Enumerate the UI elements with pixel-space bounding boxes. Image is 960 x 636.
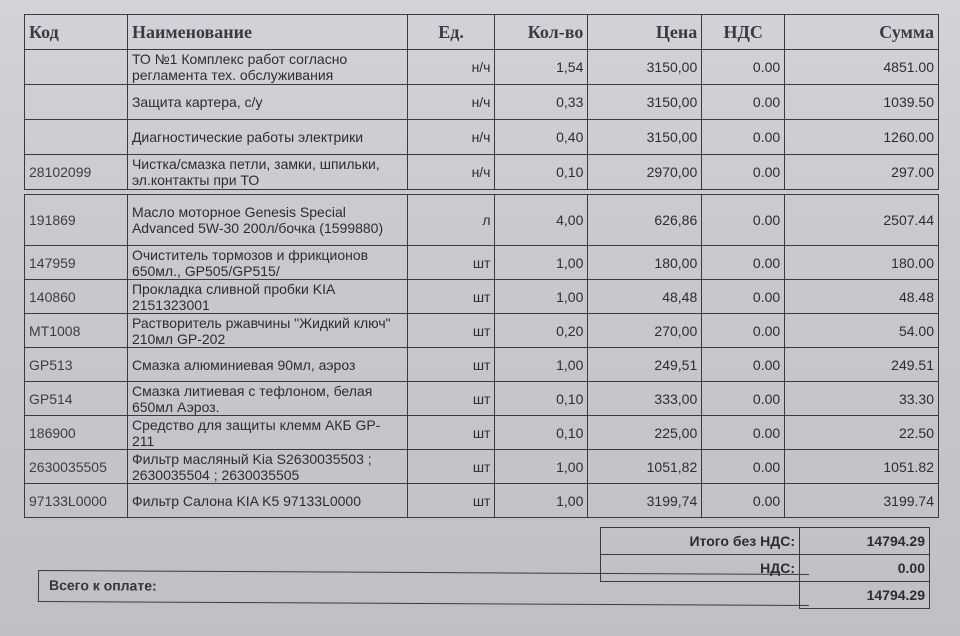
header-unit: Ед. bbox=[407, 15, 495, 50]
price-cell: 270,00 bbox=[588, 314, 702, 348]
vat-total-value: 0.00 bbox=[800, 555, 930, 582]
sum-cell: 1039.50 bbox=[785, 85, 939, 120]
qty-cell: 0,10 bbox=[495, 155, 588, 190]
code-cell bbox=[25, 85, 128, 120]
table-header-row bbox=[25, 15, 939, 50]
vat-cell: 0.00 bbox=[702, 246, 785, 280]
unit-cell: шт bbox=[407, 382, 495, 416]
qty-cell: 0,10 bbox=[495, 416, 588, 450]
qty-cell: 0,20 bbox=[495, 314, 588, 348]
grand-total-value: 14794.29 bbox=[800, 582, 930, 609]
code-cell: GP514 bbox=[25, 382, 128, 416]
vat-cell: 0.00 bbox=[702, 382, 785, 416]
code-cell: 28102099 bbox=[25, 155, 128, 190]
sum-cell: 249.51 bbox=[785, 348, 939, 382]
table-row bbox=[25, 85, 939, 120]
unit-cell: н/ч bbox=[407, 155, 495, 190]
table-row bbox=[25, 484, 939, 518]
qty-cell: 0,10 bbox=[495, 382, 588, 416]
header-sum: Сумма bbox=[785, 15, 939, 50]
name-cell: Фильтр масляный Kia S2630035503 ; 2630035504 ; 2630035505 bbox=[127, 450, 407, 484]
code-cell: 2630035505 bbox=[25, 450, 128, 484]
vat-cell: 0.00 bbox=[702, 314, 785, 348]
sum-cell: 1051.82 bbox=[785, 450, 939, 484]
price-cell: 3150,00 bbox=[588, 120, 702, 155]
name-cell: ТО №1 Комплекс работ согласно регламента тех. обслуживания bbox=[127, 50, 407, 85]
table-row bbox=[25, 450, 939, 484]
sum-cell: 22.50 bbox=[785, 416, 939, 450]
vat-cell: 0.00 bbox=[702, 280, 785, 314]
vat-cell: 0.00 bbox=[702, 85, 785, 120]
name-cell: Очиститель тормозов и фрикционов 650мл., GP505/GP515/ bbox=[127, 246, 407, 280]
code-cell bbox=[25, 50, 128, 85]
qty-cell: 1,54 bbox=[495, 50, 588, 85]
sum-cell: 2507.44 bbox=[785, 195, 939, 246]
vat-total-label: НДС: bbox=[601, 555, 800, 582]
code-cell: MT1008 bbox=[25, 314, 128, 348]
name-cell: Фильтр Салона KIA K5 97133L0000 bbox=[127, 484, 407, 518]
name-cell: Средство для защиты клемм АКБ GP-211 bbox=[127, 416, 407, 450]
unit-cell: шт bbox=[407, 450, 495, 484]
table-row bbox=[25, 416, 939, 450]
qty-cell: 4,00 bbox=[495, 195, 588, 246]
price-cell: 333,00 bbox=[588, 382, 702, 416]
vat-cell: 0.00 bbox=[702, 155, 785, 190]
vat-cell: 0.00 bbox=[702, 416, 785, 450]
header-name: Наименование bbox=[127, 15, 407, 50]
header-qty: Кол-во bbox=[495, 15, 588, 50]
qty-cell: 0,33 bbox=[495, 85, 588, 120]
table-row bbox=[25, 120, 939, 155]
name-cell: Защита картера, с/у bbox=[127, 85, 407, 120]
code-cell: 147959 bbox=[25, 246, 128, 280]
name-cell: Прокладка сливной пробки KIA 2151323001 bbox=[127, 280, 407, 314]
subtotal-label: Итого без НДС: bbox=[601, 528, 800, 555]
subtotal-row bbox=[601, 528, 930, 555]
price-cell: 249,51 bbox=[588, 348, 702, 382]
grand-total-box bbox=[38, 570, 809, 606]
vat-cell: 0.00 bbox=[702, 50, 785, 85]
parts-section bbox=[25, 195, 939, 518]
price-cell: 225,00 bbox=[588, 416, 702, 450]
unit-cell: шт bbox=[407, 280, 495, 314]
sum-cell: 3199.74 bbox=[785, 484, 939, 518]
unit-cell: шт bbox=[407, 416, 495, 450]
price-cell: 3150,00 bbox=[588, 50, 702, 85]
code-cell: 97133L0000 bbox=[25, 484, 128, 518]
code-cell: 186900 bbox=[25, 416, 128, 450]
qty-cell: 1,00 bbox=[495, 348, 588, 382]
invoice-table bbox=[24, 14, 939, 518]
qty-cell: 1,00 bbox=[495, 246, 588, 280]
name-cell: Смазка литиевая с тефлоном, белая 650мл Аэроз. bbox=[127, 382, 407, 416]
qty-cell: 1,00 bbox=[495, 280, 588, 314]
sum-cell: 4851.00 bbox=[785, 50, 939, 85]
code-cell: GP513 bbox=[25, 348, 128, 382]
vat-cell: 0.00 bbox=[702, 348, 785, 382]
vat-cell: 0.00 bbox=[702, 195, 785, 246]
table-row bbox=[25, 195, 939, 246]
name-cell: Растворитель ржавчины "Жидкий ключ" 210мл GP-202 bbox=[127, 314, 407, 348]
price-cell: 48,48 bbox=[588, 280, 702, 314]
sum-cell: 297.00 bbox=[785, 155, 939, 190]
sum-cell: 33.30 bbox=[785, 382, 939, 416]
price-cell: 2970,00 bbox=[588, 155, 702, 190]
code-cell bbox=[25, 120, 128, 155]
qty-cell: 1,00 bbox=[495, 484, 588, 518]
vat-cell: 0.00 bbox=[702, 450, 785, 484]
sum-cell: 54.00 bbox=[785, 314, 939, 348]
table-row bbox=[25, 246, 939, 280]
unit-cell: л bbox=[407, 195, 495, 246]
table-row bbox=[25, 50, 939, 85]
unit-cell: н/ч bbox=[407, 120, 495, 155]
unit-cell: шт bbox=[407, 314, 495, 348]
table-row bbox=[25, 155, 939, 190]
unit-cell: шт bbox=[407, 484, 495, 518]
table-row bbox=[25, 348, 939, 382]
unit-cell: шт bbox=[407, 246, 495, 280]
qty-cell: 1,00 bbox=[495, 450, 588, 484]
vat-cell: 0.00 bbox=[702, 484, 785, 518]
subtotal-value: 14794.29 bbox=[800, 528, 930, 555]
sum-cell: 48.48 bbox=[785, 280, 939, 314]
unit-cell: шт bbox=[407, 348, 495, 382]
price-cell: 3150,00 bbox=[588, 85, 702, 120]
table-row bbox=[25, 280, 939, 314]
name-cell: Масло моторное Genesis Special Advanced 5W-30 200л/бочка (1599880) bbox=[127, 195, 407, 246]
price-cell: 1051,82 bbox=[588, 450, 702, 484]
code-cell: 191869 bbox=[25, 195, 128, 246]
header-price: Цена bbox=[588, 15, 702, 50]
qty-cell: 0,40 bbox=[495, 120, 588, 155]
name-cell: Смазка алюминиевая 90мл, аэроз bbox=[127, 348, 407, 382]
unit-cell: н/ч bbox=[407, 85, 495, 120]
sum-cell: 180.00 bbox=[785, 246, 939, 280]
header-code: Код bbox=[25, 15, 128, 50]
services-section bbox=[25, 50, 939, 190]
unit-cell: н/ч bbox=[407, 50, 495, 85]
price-cell: 180,00 bbox=[588, 246, 702, 280]
code-cell: 140860 bbox=[25, 280, 128, 314]
price-cell: 626,86 bbox=[588, 195, 702, 246]
sum-cell: 1260.00 bbox=[785, 120, 939, 155]
name-cell: Диагностические работы электрики bbox=[127, 120, 407, 155]
vat-cell: 0.00 bbox=[702, 120, 785, 155]
table-row bbox=[25, 314, 939, 348]
grand-total-label: Всего к оплате: bbox=[48, 577, 157, 594]
header-vat: НДС bbox=[702, 15, 785, 50]
table-row bbox=[25, 382, 939, 416]
name-cell: Чистка/смазка петли, замки, шпильки, эл.контакты при ТО bbox=[127, 155, 407, 190]
price-cell: 3199,74 bbox=[588, 484, 702, 518]
